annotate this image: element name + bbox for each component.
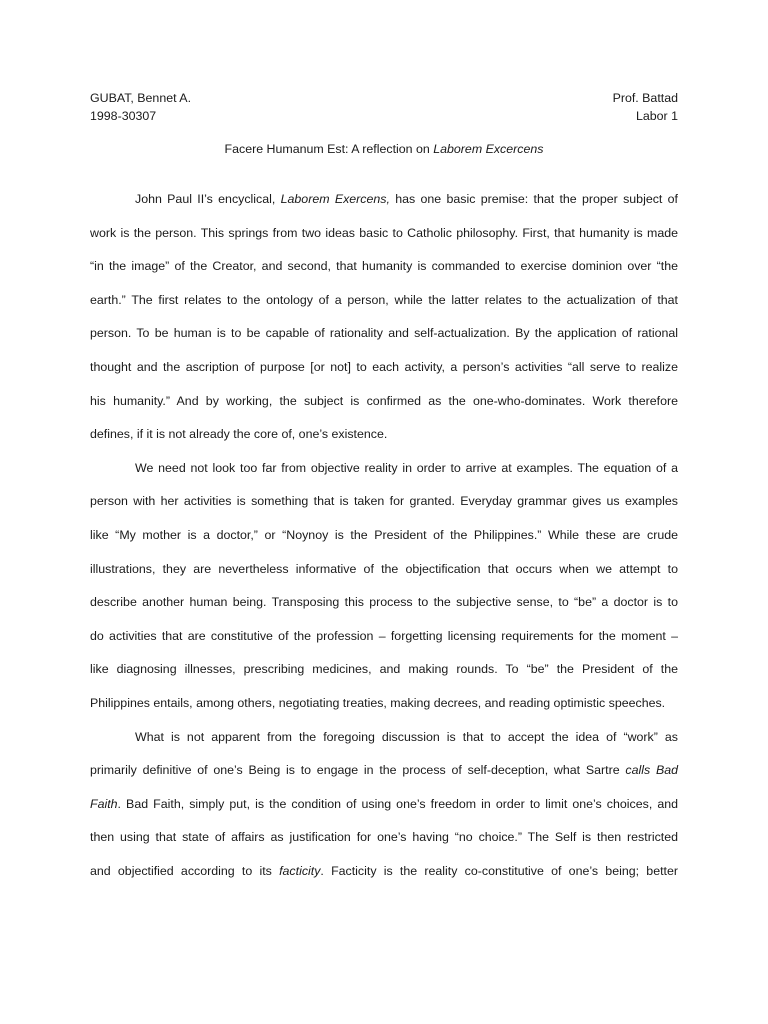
text-line: work is the person. This springs from two ideas basic to Catholic philosophy. First, that humanity is made xyxy=(90,225,678,240)
text-run-italic: facticity xyxy=(279,863,321,878)
paragraph-3 xyxy=(90,721,678,889)
text-line: like diagnosing illnesses, prescribing medicines, and making rounds. To “be” the President of the xyxy=(90,662,678,677)
text-line: his humanity.” And by working, the subject is confirmed as the one-who-dominates. Work therefore xyxy=(90,393,678,408)
student-number: 1998-30307 xyxy=(90,108,157,123)
text-line xyxy=(90,754,678,788)
text-line: then using that state of affairs as justification for one’s having “no choice.” The Self is then restricted xyxy=(90,830,678,845)
paragraph-2 xyxy=(90,452,678,721)
text-line: We need not look too far from objective reality in order to arrive at examples. The equation of a xyxy=(135,460,678,475)
text-run: . Facticity is the reality co-constitutive of one’s being; better xyxy=(320,863,678,878)
text-run-italic: calls Bad xyxy=(625,763,678,778)
text-line xyxy=(90,855,678,889)
text-run: . Bad Faith, simply put, is the condition of using one’s freedom in order to limit one’s choices, and xyxy=(117,796,678,811)
document-header xyxy=(90,90,678,126)
course-block xyxy=(613,90,678,125)
text-run-italic: Faith xyxy=(90,796,118,811)
paragraph-1 xyxy=(90,183,678,452)
text-run: John Paul II’s encyclical, xyxy=(135,192,281,206)
text-line: thought and the ascription of purpose [or not] to each activity, a person’s activities “all serve to realize xyxy=(90,359,678,374)
text-line xyxy=(90,183,678,217)
professor-name: Prof. Battad xyxy=(612,91,678,105)
document-title xyxy=(90,141,678,159)
text-line: describe another human being. Transposing this process to the subjective sense, to “be” a doctor is to xyxy=(90,595,678,610)
text-line: like “My mother is a doctor,” or “Noynoy is the President of the Philippines.” While these are crude xyxy=(90,527,678,542)
text-run: and objectified according to its xyxy=(90,863,280,878)
title-main: Facere Humanum Est: A reflection on xyxy=(224,142,434,156)
course-name: Labor 1 xyxy=(635,108,678,123)
text-line: “in the image” of the Creator, and second, that humanity is commanded to exercise dominion over “the xyxy=(90,259,678,274)
text-line: person with her activities is something that is taken for granted. Everyday grammar gives us examples xyxy=(90,494,678,509)
text-line: Philippines entails, among others, negotiating treaties, making decrees, and reading optimistic speeches. xyxy=(90,695,666,710)
text-line: do activities that are constitutive of the profession – forgetting licensing requirements for the moment – xyxy=(90,628,678,643)
text-run-italic: Laborem Exercens, xyxy=(280,192,390,206)
text-line: illustrations, they are nevertheless informative of the objectification that occurs when we attempt to xyxy=(90,561,678,576)
document-body xyxy=(90,183,678,888)
text-line: What is not apparent from the foregoing discussion is that to accept the idea of “work” as xyxy=(135,729,678,744)
author-block xyxy=(90,90,191,125)
text-line xyxy=(90,788,678,822)
text-line: defines, if it is not already the core of, one’s existence. xyxy=(90,427,388,442)
title-italic: Laborem Excercens xyxy=(433,142,544,156)
text-run: has one basic premise: that the proper subject of xyxy=(389,192,678,206)
author-name: GUBAT, Bennet A. xyxy=(90,91,192,105)
text-run: primarily definitive of one’s Being is to engage in the process of self-deception, what Sartre xyxy=(90,763,626,778)
text-line: person. To be human is to be capable of rationality and self-actualization. By the application of rational xyxy=(90,326,678,341)
text-line: earth.” The first relates to the ontology of a person, while the latter relates to the actualization of that xyxy=(90,292,678,307)
